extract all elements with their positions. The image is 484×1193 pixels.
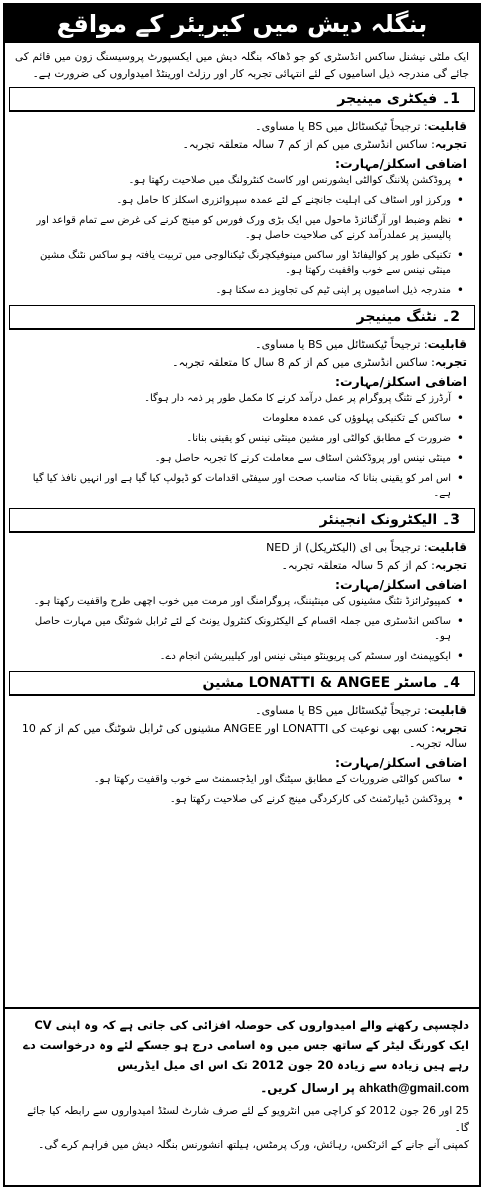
experience-label: تجربہ — [434, 137, 467, 151]
list-item: • ضرورت کے مطابق کوالٹی اور مشین مینٹی نینس کو یقینی بنانا۔ — [17, 431, 451, 446]
job-advertisement — [3, 3, 481, 1187]
list-item: • پروڈکشن پلاننگ کوالٹی ایشورنس اور کاسٹ کنٹرولنگ میں صلاحیت رکھتا ہو۔ — [17, 173, 451, 188]
experience-text: : ساکس انڈسٹری میں کم از کم 7 سالہ متعلقہ تجربہ۔ — [182, 138, 435, 151]
qualification-text: : ترجیحاً ٹیکسٹائل میں BS یا مساوی۔ — [255, 120, 428, 133]
qualification-label: قابلیت — [427, 337, 467, 351]
qualification-text: : ترجیحاً بی ای (الیکٹریکل) از NED — [266, 541, 428, 554]
section-title: 4۔ ماسٹر LONATTI & ANGEE مشین — [9, 671, 475, 696]
list-item: • نظم وضبط اور آرگنائزڈ ماحول میں ایک بڑی ورک فورس کو مینج کرنے کی غرض سے تمام قواعد اور پالیسیز پر عملدرآمد کرنے کی صلاحیت حاصل ہو۔ — [17, 213, 451, 243]
experience-label: تجربہ — [434, 721, 467, 735]
list-item: • تکنیکی طور پر کوالیفائڈ اور ساکس مینوفیکچرنگ ٹیکنالوجی میں تربیت یافتہ ہو ساکس نٹنگ مشین مینٹی نینس سے خوب واقفیت رکھتا ہو۔ — [17, 248, 451, 278]
qualification-label: قابلیت — [427, 703, 467, 717]
ad-title: بنگلہ دیش میں کیریئر کے مواقع — [5, 5, 479, 43]
list-item: • ساکس انڈسٹری میں جملہ اقسام کے الیکٹرونک کنٹرول یونٹ کے لئے ٹرابل شوٹنگ میں مہارت حاصل ہو۔ — [17, 614, 451, 644]
experience-line — [17, 137, 467, 152]
experience-line — [17, 721, 467, 751]
skills-heading: اضافی اسکلز/مہارت: — [334, 156, 467, 171]
email-address[interactable]: ahkath@gmail.com — [359, 1081, 469, 1095]
list-item: • ورکرز اور اسٹاف کی اہلیت جانچنے کے لئے عمدہ سپروائزری اسکلز کا حامل ہو۔ — [17, 193, 451, 208]
section-body — [5, 533, 479, 671]
section-title: 3۔ الیکٹرونک انجینئر — [9, 508, 475, 533]
qualification-line — [17, 703, 467, 718]
experience-line — [17, 558, 467, 573]
qualification-line — [17, 119, 467, 134]
skills-heading: اضافی اسکلز/مہارت: — [334, 374, 467, 389]
list-item: • مینٹی نینس اور پروڈکشن اسٹاف سے معاملت کرنے کا تجربہ حاصل ہو۔ — [17, 451, 451, 466]
qualification-text: : ترجیحاً ٹیکسٹائل میں BS یا مساوی۔ — [255, 338, 428, 351]
application-footer — [5, 1007, 479, 1185]
list-item: • مندرجہ ذیل اسامیوں پر اپنی ٹیم کی تجاویز دے سکتا ہو۔ — [17, 283, 451, 298]
list-item: • آرڈرز کے نٹنگ پروگرام پر عمل درآمد کرنے کا مکمل طور پر ذمہ دار ہوگا۔ — [17, 391, 451, 406]
skills-heading: اضافی اسکلز/مہارت: — [334, 577, 467, 592]
job-sections — [5, 87, 479, 814]
section-title: 2۔ نٹنگ مینیجر — [9, 305, 475, 330]
skills-list — [17, 173, 467, 298]
experience-text: : کسی بھی نوعیت کی LONATTI اور ANGEE مشینوں کی ٹرابل شوٹنگ میں کم از کم 10 سالہ تجربہ۔ — [21, 722, 467, 750]
intro-text: ایک ملٹی نیشنل ساکس انڈسٹری کو جو ڈھاکہ بنگلہ دیش میں ایکسپورٹ پروسیسنگ زون میں قائم کی جائے گی مندرجہ ذیل اسامیوں کے لئے انتہائی تجربہ کار اور رزلٹ اورینٹڈ امیدواروں کی ضرورت ہے۔ — [15, 51, 469, 80]
section-body — [5, 112, 479, 305]
experience-line — [17, 355, 467, 370]
list-item: • ایکویپمنٹ اور سسٹم کی پریوینٹو مینٹی نینس اور کیلیبریشن انجام دے۔ — [17, 649, 451, 664]
company-note: کمپنی آنے جانے کے ائرٹکس، رہائش، ورک پرمٹس، ہیلتھ انشورنس بنگلہ دیش میں فراہم کرے گی۔ — [38, 1139, 469, 1151]
section-body — [5, 330, 479, 508]
section-body — [5, 696, 479, 814]
experience-text: : ساکس انڈسٹری میں کم از کم 8 سال کا متعلقہ تجربہ۔ — [172, 356, 435, 369]
list-item: • ساکس کوالٹی ضروریات کے مطابق سیٹنگ اور ایڈجسمنٹ سے خوب واقفیت رکھتا ہو۔ — [17, 772, 451, 787]
list-item: • ساکس کے تکنیکی پہلوؤں کی عمدہ معلومات — [17, 411, 451, 426]
skills-list — [17, 772, 467, 807]
list-item: • کمپیوٹرائزڈ نٹنگ مشینوں کی مینٹیننگ، پروگرامنگ اور مرمت میں خوب اچھی طرح واقفیت رکھتا ہو۔ — [17, 594, 451, 609]
apply-instructions: دلچسپی رکھنے والے امیدواروں کی حوصلہ افزائی کی جاتی ہے کہ وہ اپنی CV ایک کورنگ لیٹر کے ساتھ جس میں وہ اسامی درج ہو جسکے لئے وہ درخواست دے رہے ہیں زیادہ سے زیادہ 20 جون 2012 تک اس ای میل ایڈریس — [23, 1018, 469, 1072]
skills-list — [17, 391, 467, 501]
experience-label: تجربہ — [434, 355, 467, 369]
qualification-line — [17, 337, 467, 352]
qualification-text: : ترجیحاً ٹیکسٹائل میں BS یا مساوی۔ — [255, 704, 428, 717]
email-suffix: پر ارسال کریں۔ — [260, 1081, 356, 1095]
skills-list — [17, 594, 467, 664]
email-line — [15, 1081, 469, 1095]
section-title: 1۔ فیکٹری مینیجر — [9, 87, 475, 112]
skills-heading: اضافی اسکلز/مہارت: — [334, 755, 467, 770]
experience-label: تجربہ — [434, 558, 467, 572]
list-item: • پروڈکشن ڈیپارٹمنٹ کی کارکردگی مینج کرنے کی صلاحیت رکھتا ہو۔ — [17, 792, 451, 807]
qualification-line — [17, 540, 467, 555]
qualification-label: قابلیت — [427, 540, 467, 554]
interview-note: 25 اور 26 جون 2012 کو کراچی میں انٹرویو کے لئے صرف شارٹ لسٹڈ امیدواروں سے رابطہ کیا جائے گا۔ — [27, 1105, 469, 1134]
qualification-label: قابلیت — [427, 119, 467, 133]
experience-text: : کم از کم 5 سالہ متعلقہ تجربہ۔ — [281, 559, 435, 572]
list-item: • اس امر کو یقینی بنانا کہ مناسب صحت اور سیفٹی اقدامات کو ڈیولپ کیا گیا ہے اور انہیں نافذ کیا گیا ہے۔ — [17, 471, 451, 501]
